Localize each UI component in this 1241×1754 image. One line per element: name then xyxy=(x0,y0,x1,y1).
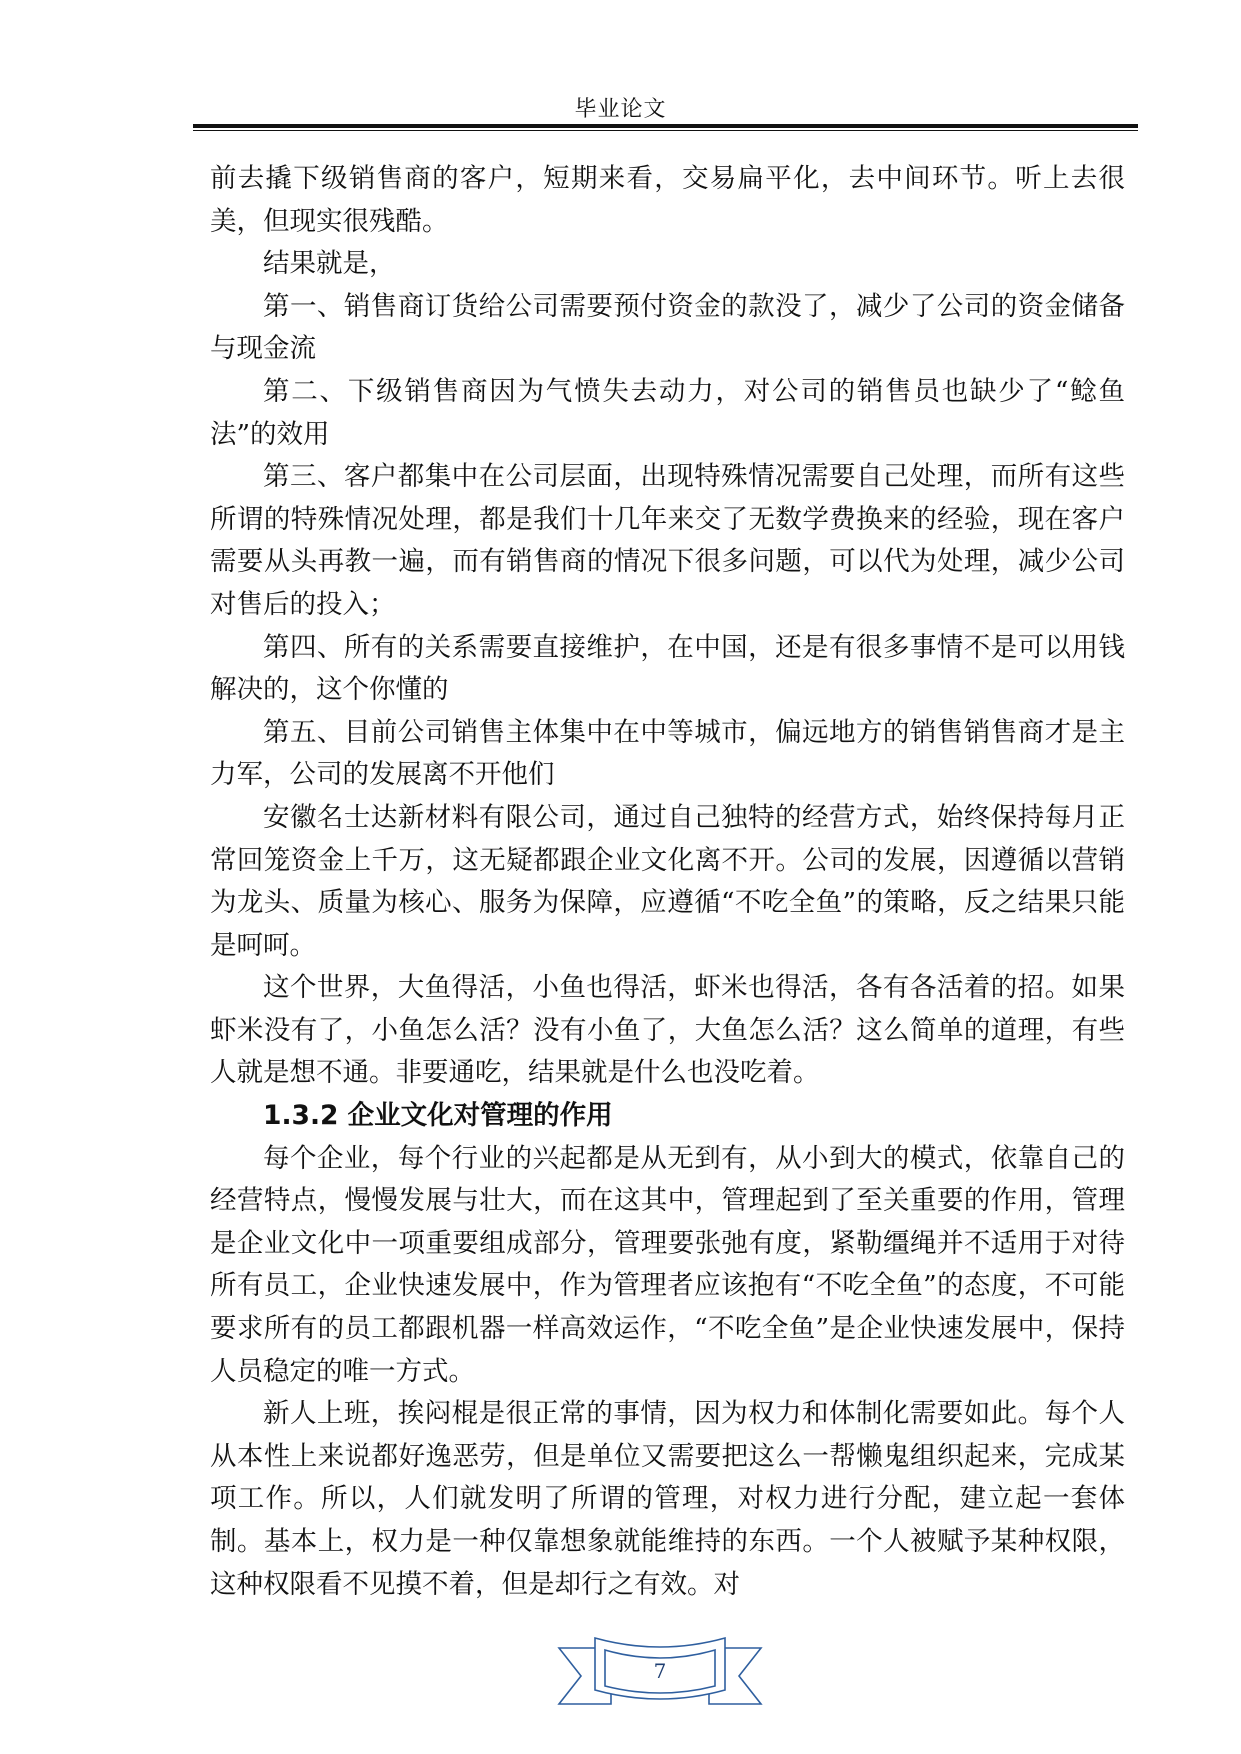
paragraph: 每个企业，每个行业的兴起都是从无到有，从小到大的模式，依靠自己的经营特点，慢慢发展与壮大，而在这其中，管理起到了至关重要的作用，管理是企业文化中一项重要组成部分，管理要张弛有度，紧勒缰绳并不适用于对待所有员工，企业快速发展中，作为管理者应该抱有“不吃全鱼”的态度，不可能要求所有的员工都跟机器一样高效运作，“不吃全鱼”是企业快速发展中，保持人员稳定的唯一方式。 xyxy=(210,1142,1125,1387)
section-heading: 1.3.2 企业文化对管理的作用 xyxy=(263,1100,613,1132)
header-divider xyxy=(193,124,1138,131)
page-number: 7 xyxy=(653,1659,667,1683)
document-body xyxy=(210,158,1125,1606)
paragraph: 第五、目前公司销售主体集中在中等城市，偏远地方的销售销售商才是主力军，公司的发展离不开他们 xyxy=(210,716,1125,791)
paragraph: 这个世界，大鱼得活，小鱼也得活，虾米也得活，各有各活着的招。如果虾米没有了，小鱼怎么活？没有小鱼了，大鱼怎么活？这么简单的道理，有些人就是想不通。非要通吃，结果就是什么也没吃着。 xyxy=(210,972,1125,1089)
paragraph: 第三、客户都集中在公司层面，出现特殊情况需要自己处理，而所有这些所谓的特殊情况处理，都是我们十几年来交了无数学费换来的经验，现在客户需要从头再教一遍，而有销售商的情况下很多问题，可以代为处理，减少公司对售后的投入； xyxy=(210,461,1125,620)
paragraph: 新人上班，挨闷棍是很正常的事情，因为权力和体制化需要如此。每个人从本性上来说都好逸恶劳，但是单位又需要把这么一帮懒鬼组织起来，完成某项工作。所以，人们就发明了所谓的管理，对权力进行分配，建立起一套体制。基本上，权力是一种仅靠想象就能维持的东西。一个人被赋予某种权限，这种权限看不见摸不着，但是却行之有效。对 xyxy=(210,1398,1125,1600)
paragraph: 前去撬下级销售商的客户，短期来看，交易扁平化，去中间环节。听上去很美，但现实很残酷。 xyxy=(210,163,1125,237)
paragraph: 第二、下级销售商因为气愤失去动力，对公司的销售员也缺少了“鲶鱼法”的效用 xyxy=(210,375,1125,450)
paragraph: 第一、销售商订货给公司需要预付资金的款没了，减少了公司的资金储备与现金流 xyxy=(210,290,1125,365)
paragraph: 安徽名士达新材料有限公司，通过自己独特的经营方式，始终保持每月正常回笼资金上千万，这无疑都跟企业文化离不开。公司的发展，因遵循以营销为龙头、质量为核心、服务为保障，应遵循“不吃全鱼”的策略，反之结果只能是呵呵。 xyxy=(210,801,1125,961)
paragraph: 第四、所有的关系需要直接维护，在中国，还是有很多事情不是可以用钱解决的，这个你懂的 xyxy=(210,631,1125,706)
page-header-title: 毕业论文 xyxy=(574,97,667,122)
paragraph: 结果就是， xyxy=(263,248,396,280)
